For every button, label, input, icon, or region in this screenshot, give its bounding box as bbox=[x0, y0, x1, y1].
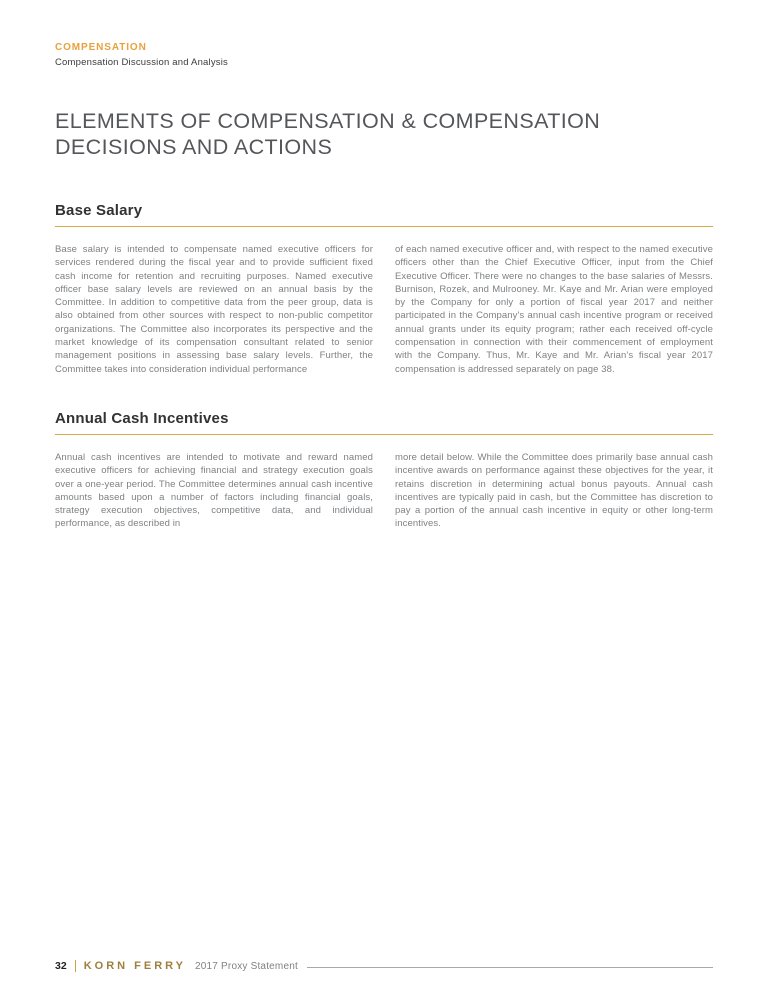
page-number: 32 bbox=[55, 960, 67, 972]
two-column-body bbox=[55, 451, 713, 531]
page-footer bbox=[55, 960, 713, 972]
korn-ferry-logo-text: KORN FERRY bbox=[83, 960, 187, 972]
page-title: ELEMENTS OF COMPENSATION & COMPENSATION DECISIONS AND ACTIONS bbox=[55, 109, 601, 159]
footer-divider bbox=[75, 960, 76, 972]
column-right: more detail below. While the Committee does primarily base annual cash incentive awards on performance against these objectives for the year, it retains discretion in determining actual bonus payouts. Annual cash incentives are typically paid in cash, but the Committee has discretion to pay a portion of the annual cash incentive in equity or other long-term incentives. bbox=[395, 451, 713, 530]
column-left: Annual cash incentives are intended to motivate and reward named executive officers for achieving financial and strategy execution goals over a one-year period. The Committee determines annual cash incentive amounts based upon a number of factors including financial goals, strategy execution objectives, competitive data, and individual performance, as described in bbox=[55, 451, 373, 530]
two-column-body bbox=[55, 243, 713, 376]
column-right: of each named executive officer and, with respect to the named executive officers other than the Chief Executive Officer, input from the Chief Executive Officer. There were no changes to the base salaries of Messrs. Burnison, Rozek, and Mulrooney. Mr. Kaye and Mr. Arian were employed by the Company for only a portion of fiscal year 2017 and neither participated in the Company's annual cash incentive program or received annual grants under its equity program; rather each received off-cycle compensation in connection with their commencement of employment with the Company. Thus, Mr. Kaye and Mr. Arian's fiscal year 2017 compensation is addressed separately on page 38. bbox=[395, 244, 713, 375]
section-heading: Annual Cash Incentives bbox=[55, 410, 713, 435]
section-eyebrow: COMPENSATION bbox=[55, 42, 147, 53]
footer-rule bbox=[307, 967, 713, 968]
section-base-salary bbox=[55, 202, 713, 376]
column-left: Base salary is intended to compensate named executive officers for services rendered during the fiscal year and to provide sufficient fixed cash income for retention and recruiting purposes. Named executive officer base salary levels are reviewed on an annual basis by the Committee. In addition to competitive data from the peer group, data is also obtained from other sources with respect to non-public competitor organizations. The Committee also incorporates its perspective and the market knowledge of its compensation consultant related to senior management positions in assessing base salary levels. Further, the Committee takes into consideration individual performance bbox=[55, 244, 373, 375]
eyebrow-block bbox=[55, 42, 713, 68]
section-annual-cash-incentives bbox=[55, 410, 713, 531]
document-title: 2017 Proxy Statement bbox=[195, 960, 298, 972]
sub-eyebrow: Compensation Discussion and Analysis bbox=[55, 57, 229, 68]
section-heading: Base Salary bbox=[55, 202, 713, 227]
